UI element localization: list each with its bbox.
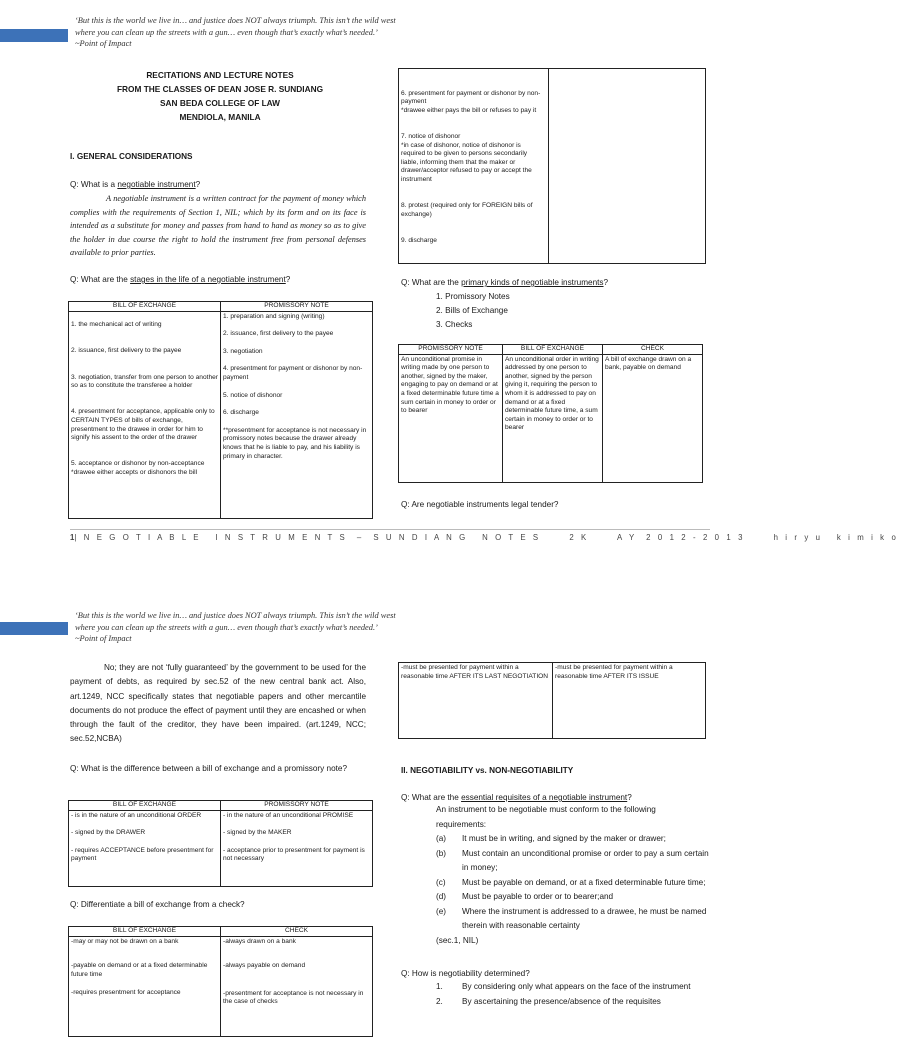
question-term: stages in the life of a negotiable instrument xyxy=(130,275,286,284)
list-text: Must be payable on demand, or at a fixed determinable future time; xyxy=(462,877,706,887)
definition-cell: A bill of exchange drawn on a bank, payable on demand xyxy=(603,354,703,482)
requisites-intro: An instrument to be negotiable must conform to the following requirements: xyxy=(436,805,656,829)
list-text: Must be payable to order or to bearer;and xyxy=(462,892,614,901)
accent-bar xyxy=(0,29,68,42)
list-marker: (d) xyxy=(436,892,447,901)
stage-item: 2. issuance, first delivery to the payee xyxy=(71,347,182,355)
header-line: FROM THE CLASSES OF DEAN JOSE R. SUNDIANG xyxy=(116,84,324,94)
epigraph-quote xyxy=(75,15,495,50)
list-item xyxy=(436,876,710,891)
list-item xyxy=(436,890,710,905)
quote-line: ‘But this is the world we live in… and justice does NOT always triumph. This isn’t the wild west xyxy=(75,16,396,25)
question xyxy=(70,179,200,190)
list-text: Must contain an unconditional promise or order to pay a sum certain in money; xyxy=(462,848,709,872)
question: Q: Differentiate a bill of exchange from a check? xyxy=(70,900,245,909)
stage-item: 6. discharge xyxy=(223,409,259,417)
list-text: By considering only what appears on the face of the instrument xyxy=(462,982,691,991)
column-header: PROMISSORY NOTE xyxy=(221,302,373,312)
citation: (sec.1, NIL) xyxy=(436,935,479,945)
question xyxy=(70,274,290,285)
list-item xyxy=(436,995,710,1010)
question-term: primary kinds of negotiable instruments xyxy=(461,278,604,287)
stage-item: 5. acceptance or dishonor by non-acceptance *drawee either accepts or dishonors the bill xyxy=(71,460,205,476)
list-item: 2. Bills of Exchange xyxy=(436,306,508,315)
question: Q: What is the difference between a bill of exchange and a promissory note? xyxy=(70,764,348,773)
difference-item: - is in the nature of an unconditional ORDER xyxy=(71,811,202,819)
difference-cell xyxy=(221,810,373,886)
list-text: By ascertaining the presence/absence of the requisites xyxy=(462,996,661,1006)
stages-cell xyxy=(221,311,373,518)
question: Q: Are negotiable instruments legal tender? xyxy=(401,500,559,509)
comparison-item: -always payable on demand xyxy=(223,962,306,970)
stage-item: 3. negotiation xyxy=(223,347,263,355)
question-text: Q: What are the xyxy=(70,275,131,284)
check-table xyxy=(68,926,373,1037)
difference-item: - signed by the DRAWER xyxy=(71,829,146,837)
list-marker: (c) xyxy=(436,877,446,887)
question-text: ? xyxy=(285,275,291,284)
question-text: ? xyxy=(627,793,632,802)
header-line: MENDIOLA, MANILA xyxy=(179,112,261,122)
footer-text: | N E G O T I A B L E I N S T R U M E N T S – S U N D I A N G N O T E S 2 K A Y 2 0 1 2 - 2 0 1 3 h i r y u k i m i k o xyxy=(74,533,898,542)
column-header: PROMISSORY NOTE xyxy=(221,801,373,811)
quote-line: ‘But this is the world we live in… and justice does NOT always triumph. This isn’t the wild west xyxy=(75,611,396,620)
kinds-table xyxy=(398,344,703,483)
list-marker: (e) xyxy=(436,906,447,916)
stages-cell xyxy=(399,69,549,264)
difference-cell xyxy=(69,810,221,886)
column-header: BILL OF EXCHANGE xyxy=(69,801,221,811)
list-item: 3. Checks xyxy=(436,320,473,329)
column-header: BILL OF EXCHANGE xyxy=(503,345,603,355)
difference-item: - requires ACCEPTANCE before presentment for payment xyxy=(71,846,214,863)
stages-table-continued xyxy=(398,68,706,264)
comparison-cell xyxy=(69,936,221,1036)
quote-line: where you can clean up the streets with a gun… even though that’s exactly what’s needed.’ xyxy=(75,27,378,37)
comparison-item: -may or may not be drawn on a bank xyxy=(71,937,179,945)
difference-item: - signed by the MAKER xyxy=(223,829,292,837)
stage-item: 8. protest (required only for FOREIGN bills of exchange) xyxy=(401,202,533,218)
question-text: ? xyxy=(195,180,201,189)
epigraph-quote xyxy=(75,610,495,645)
difference-item: - acceptance prior to presentment for payment is not necessary xyxy=(223,846,365,863)
question-text: Q: What are the xyxy=(401,793,462,802)
list-item xyxy=(436,832,710,847)
kinds-list xyxy=(436,290,510,332)
stage-item: 2. issuance, first delivery to the payee xyxy=(223,330,334,338)
stage-item: 6. presentment for payment or dishonor by non-payment *drawee either pays the bill or refuses to pay it xyxy=(401,89,541,114)
stage-item: 9. discharge xyxy=(401,236,437,244)
answer-paragraph xyxy=(70,661,366,747)
quote-line: where you can clean up the streets with a gun… even though that’s exactly what’s needed.’ xyxy=(75,622,378,632)
accent-bar xyxy=(0,622,68,635)
how-list xyxy=(436,980,710,1009)
page-footer xyxy=(70,533,898,542)
definition-cell: An unconditional promise in writing made by one person to another, signed by the maker, engaging to pay on demand or at a fixed determinable future time a sum certain in money to order or to bearer xyxy=(399,354,503,482)
page-number: 1 xyxy=(70,533,75,542)
list-item xyxy=(436,847,710,876)
comparison-item: -presentment for acceptance is not necessary in the case of checks xyxy=(223,989,364,1006)
column-header: CHECK xyxy=(221,927,373,937)
question-term: essential requisites of a negotiable instrument xyxy=(461,793,628,802)
difference-item: - in the nature of an unconditional PROMISE xyxy=(223,811,354,819)
question xyxy=(401,277,608,288)
stage-item: **presentment for acceptance is not necessary in promissory notes because the drawer already knows that he is liable to pay, and his liability is primary in character. xyxy=(223,426,367,460)
quote-attribution: ~Point of Impact xyxy=(75,39,132,48)
list-text: It must be in writing, and signed by the maker or drawer; xyxy=(462,834,666,843)
header-line: RECITATIONS AND LECTURE NOTES xyxy=(146,70,294,80)
list-marker: 2. xyxy=(436,996,443,1006)
difference-table xyxy=(68,800,373,887)
stage-item: 7. notice of dishonor *in case of dishonor, notice of dishonor is required to be given to persons secondarily liable, informing them that the maker or drawer/acceptor refused to pay or accept the instrument xyxy=(401,132,532,183)
comparison-item: -requires presentment for acceptance xyxy=(71,989,181,997)
list-marker: (a) xyxy=(436,834,447,843)
answer-text: No; they are not ‘fully guaranteed’ by the government to be used for the payment of debts, as required by sec.52 of the new central bank act. Also, art.1249, NCC specifically states that negotiable papers and other mercantile documents do not produce the effect of payment until they are encashed or when through the fault of the creditor, they have been impaired. (art.1249, NCC; sec.52,NCBA) xyxy=(70,663,366,744)
stage-item: 5. notice of dishonor xyxy=(223,391,283,399)
list-marker: (b) xyxy=(436,848,447,858)
answer-text: A negotiable instrument is a written contract for the payment of money which complies with the requirements of Section 1, NIL; which by its form and on its face is intended as a substitute for money and passes from hand to hand as money so as to give the holder in due course the right to hold the instrument free from personal defenses available to prior parties. xyxy=(70,194,366,258)
comparison-cell xyxy=(221,936,373,1036)
stage-item: 1. the mechanical act of writing xyxy=(71,321,162,329)
answer-paragraph xyxy=(70,192,366,260)
section-title: I. GENERAL CONSIDERATIONS xyxy=(70,152,193,161)
quote-attribution: ~Point of Impact xyxy=(75,634,132,643)
question-text: Q: What is a xyxy=(70,180,118,189)
list-item xyxy=(436,980,710,995)
document-header xyxy=(75,68,365,124)
list-text: Where the instrument is addressed to a drawee, he must be named therein with reasonable certainty xyxy=(462,906,707,930)
column-header: BILL OF EXCHANGE xyxy=(69,302,221,312)
stage-item: 4. presentment for acceptance, applicable only to CERTAIN TYPES of bills of exchange, presentment to the drawee in order for him to signify his assent to the order of the drawer xyxy=(71,408,215,442)
question-text: Q: What are the xyxy=(401,278,462,287)
definition-cell: An unconditional order in writing addressed by one person to another, signed by the person giving it, requiring the person to whom it is addressed to pay on demand or at a fixed determinable future time, a sum certain in money to order or to bearer xyxy=(503,354,603,482)
stage-item: 4. presentment for payment or dishonor by non-payment xyxy=(223,365,363,381)
empty-cell xyxy=(549,69,706,264)
stages-table xyxy=(68,301,373,519)
question-term: negotiable instrument xyxy=(117,180,196,189)
list-item xyxy=(436,905,710,934)
list-marker: 1. xyxy=(436,982,443,991)
footer-rule xyxy=(70,529,710,530)
column-header: CHECK xyxy=(603,345,703,355)
question: Q: How is negotiability determined? xyxy=(401,969,530,978)
column-header: PROMISSORY NOTE xyxy=(399,345,503,355)
question-text: ? xyxy=(603,278,609,287)
column-header: BILL OF EXCHANGE xyxy=(69,927,221,937)
list-item: 1. Promissory Notes xyxy=(436,292,510,301)
requisites-list xyxy=(436,832,710,948)
comparison-cell: -must be presented for payment within a reasonable time AFTER ITS ISSUE xyxy=(553,663,706,739)
comparison-item: -payable on demand or at a fixed determinable future time xyxy=(71,962,208,978)
stages-cell xyxy=(69,311,221,518)
stage-item: 1. preparation and signing (writing) xyxy=(223,312,325,320)
section-title: II. NEGOTIABILITY vs. NON-NEGOTIABILITY xyxy=(401,766,574,775)
header-line: SAN BEDA COLLEGE OF LAW xyxy=(160,98,280,108)
stage-item: 3. negotiation, transfer from one person to another so as to constitute the transferee a holder xyxy=(71,373,218,390)
comparison-item: -always drawn on a bank xyxy=(223,937,296,945)
check-table-continued xyxy=(398,662,706,739)
comparison-cell: -must be presented for payment within a reasonable time AFTER ITS LAST NEGOTIATION xyxy=(399,663,553,739)
question xyxy=(401,792,632,803)
